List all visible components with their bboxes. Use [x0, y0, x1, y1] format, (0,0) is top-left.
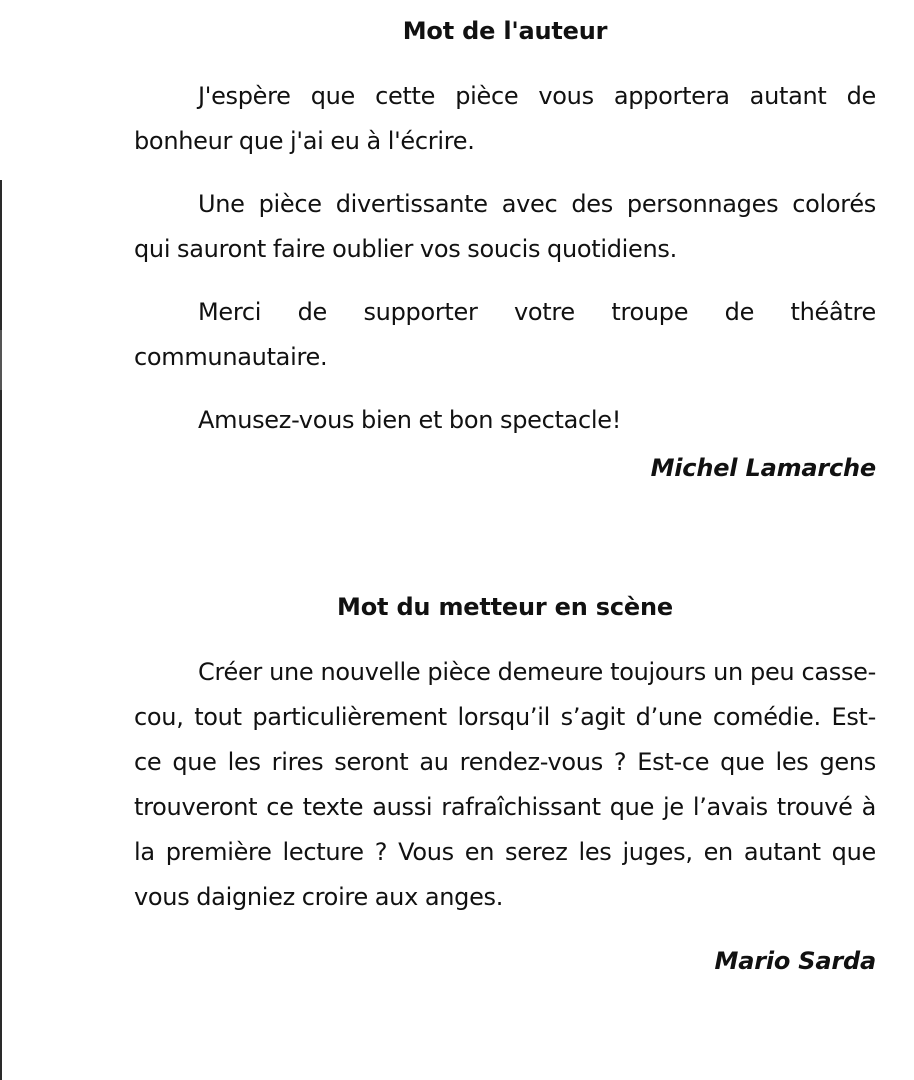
author-note-title: Mot de l'auteur: [402, 17, 608, 45]
page-edge-line: [0, 180, 2, 1080]
page-edge-mark: [0, 330, 2, 390]
author-note-paragraph: J'espère que cette pièce vous apportera autant de bonheur que j'ai eu à l'écrire.: [134, 82, 876, 155]
author-signature: Michel Lamarche: [650, 454, 876, 482]
author-note-paragraph: Merci de supporter votre troupe de théâtre communautaire.: [134, 298, 876, 371]
director-note-section: [134, 590, 876, 978]
author-note-paragraph: Amusez-vous bien et bon spectacle!: [198, 406, 622, 434]
director-signature: Mario Sarda: [714, 947, 876, 975]
director-note-paragraph: Créer une nouvelle pièce demeure toujours un peu casse-cou, tout particulièrement lorsqu’il s’agit d’une comédie. Est-ce que les rires seront au rendez-vous ? Est-ce que les gens trouveront ce texte aussi rafraîchissant que je l’avais trouvé à la première lecture ? Vous en serez les juges, en autant que vous daigniez croire aux anges.: [134, 658, 876, 911]
author-note-paragraph: Une pièce divertissante avec des personnages colorés qui sauront faire oublier vos soucis quotidiens.: [134, 190, 876, 263]
author-note-section: [134, 14, 876, 485]
director-note-title: Mot du metteur en scène: [337, 593, 673, 621]
